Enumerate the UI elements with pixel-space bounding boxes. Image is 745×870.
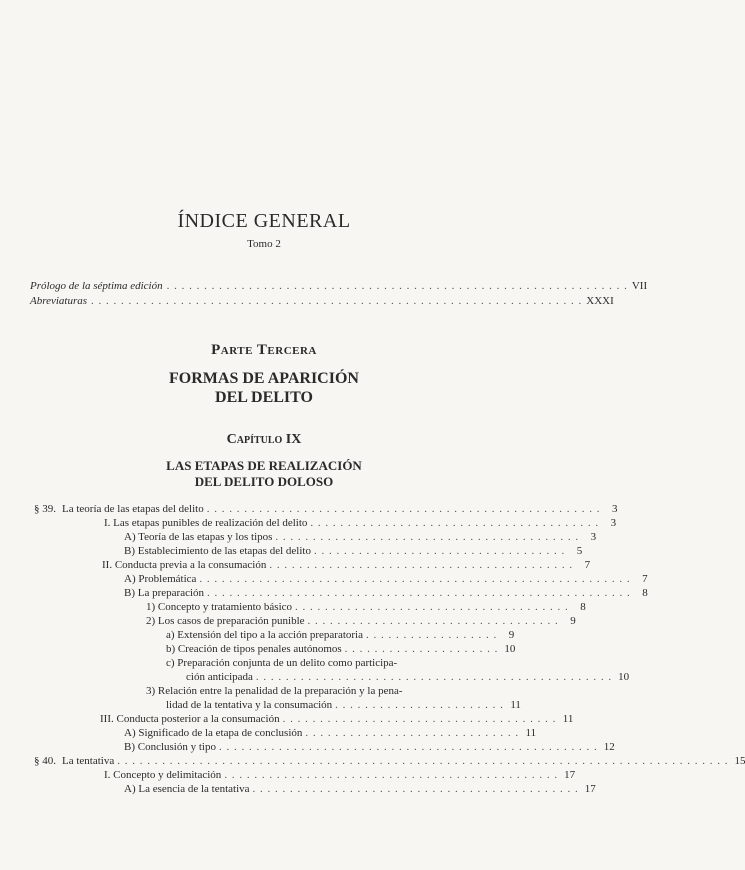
toc-entry-text: lidad de la tentativa y la consumación bbox=[166, 699, 333, 711]
toc-entry bbox=[104, 517, 617, 530]
leader-dots: . . . . . . . . . . . . . . . . . . bbox=[366, 629, 498, 641]
toc-entry-page: 11 bbox=[562, 713, 574, 725]
leader-dots: . . . . . . . . . . . . . . . . . . . . . . . . . . . . . . . . . . . . . . . . . bbox=[275, 531, 580, 543]
front-entry-abbreviations bbox=[30, 295, 614, 307]
leader-dots: . . . . . . . . . . . . . . . . . . . . . . . . . . . . . . . . . . bbox=[307, 615, 559, 627]
toc-entry bbox=[124, 531, 597, 544]
chapter-title: LAS ETAPAS DE REALIZACIÓN bbox=[166, 458, 362, 473]
toc-entry-page: 7 bbox=[584, 559, 591, 571]
toc-entry bbox=[124, 587, 648, 600]
toc-entry-section bbox=[34, 503, 618, 516]
leader-dots: . . . . . . . . . . . . . . . . . . . . . . . . . . . . . bbox=[305, 727, 520, 739]
part-title: FORMAS DE APARICIÓN bbox=[169, 370, 359, 387]
toc-entry-page: 17 bbox=[584, 783, 596, 795]
toc-entry-page: 3 bbox=[611, 503, 618, 515]
leader-dots: . . . . . . . . . . . . . . . . . . . . . bbox=[344, 643, 499, 655]
part-label: Parte Tercera bbox=[211, 342, 317, 358]
toc-entry-text: A) Significado de la etapa de conclusión bbox=[124, 727, 303, 739]
toc-entry-text: A) Teoría de las etapas y los tipos bbox=[124, 531, 273, 543]
toc-entry-page: 3 bbox=[610, 517, 617, 529]
leader-dots: . . . . . . . . . . . . . . . . . . . . . . . . . . . . . . . . . . bbox=[313, 545, 566, 557]
front-entry-prologue bbox=[30, 280, 648, 292]
toc-entry-text: b) Creación de tipos penales autónomos bbox=[166, 643, 342, 655]
leader-dots: . . . . . . . . . . . . . . . . . . . . . . . . . . . . . . . . . . . . . . . . . . . . . . . . bbox=[255, 671, 613, 683]
toc-entry-text: B) Conclusión y tipo bbox=[124, 741, 216, 753]
leader-dots: . . . . . . . . . . . . . . . . . . . . . . . . . . . . . . . . . . . . . . . . . . . . . . . . . . . bbox=[218, 741, 598, 753]
toc-entry bbox=[166, 643, 516, 656]
chapter-label: Capítulo IX bbox=[226, 432, 302, 447]
toc-entry bbox=[104, 769, 576, 782]
toc-entry bbox=[100, 713, 574, 726]
front-entry-page: XXXI bbox=[586, 295, 614, 307]
toc-entry-text: La teoría de las etapas del delito bbox=[62, 503, 204, 515]
leader-dots: . . . . . . . . . . . . . . . . . . . . . . . . . . . . . . . . . . . . . bbox=[282, 713, 557, 725]
toc-entry-page: 9 bbox=[508, 629, 515, 641]
toc-entry-text: 3) Relación entre la penalidad de la preparación y la pena- bbox=[146, 685, 403, 697]
leader-dots: . . . . . . . . . . . . . . . . . . . . . . . . . . . . . . . . . . . . . . . . . . . . bbox=[252, 783, 579, 795]
toc-entry-text: ción anticipada bbox=[186, 671, 253, 683]
toc-entry-text: III. Conducta posterior a la consumación bbox=[100, 713, 280, 725]
toc-entry-page: 11 bbox=[525, 727, 537, 739]
toc-entry bbox=[186, 671, 630, 684]
toc-entry bbox=[146, 601, 586, 614]
toc-entry-page: 15 bbox=[734, 755, 745, 767]
toc-entry-page: 8 bbox=[642, 587, 648, 599]
leader-dots: . . . . . . . . . . . . . . . . . . . . . . . bbox=[335, 699, 504, 711]
toc-entry bbox=[146, 615, 576, 628]
toc-entry-text: a) Extensión del tipo a la acción preparatoria bbox=[166, 629, 363, 641]
toc-entry-text: I. Las etapas punibles de realización del delito bbox=[104, 517, 308, 529]
toc-entry-text: La tentativa bbox=[62, 755, 115, 767]
leader-dots: . . . . . . . . . . . . . . . . . . . . . . . . . . . . . . . . . . . . . . . . . . . . . . . . . . . . . . . . . bbox=[207, 587, 631, 599]
toc-entry-text: B) Establecimiento de las etapas del delito bbox=[124, 545, 311, 557]
section-number: § 40. bbox=[34, 755, 56, 767]
leader-dots: . . . . . . . . . . . . . . . . . . . . . . . . . . . . . . . . . . . . . . . . . . . . . . . . . . . . . . . . . . . . . . . . . . . . . . . . . . . . . . . . . . bbox=[117, 755, 729, 767]
toc-entry bbox=[124, 783, 596, 796]
toc-entry-text: II. Conducta previa a la consumación bbox=[102, 559, 267, 571]
toc-entry-text: 1) Concepto y tratamiento básico bbox=[146, 601, 293, 613]
toc-entry bbox=[166, 629, 515, 642]
toc-entry-page: 10 bbox=[618, 671, 630, 683]
section-number: § 39. bbox=[34, 503, 56, 515]
leader-dots: . . . . . . . . . . . . . . . . . . . . . . . . . . . . . . . . . . . . . . . . . . . . . . . . . . . . . . . . . . . . . . bbox=[166, 280, 628, 292]
chapter-title-line2: DEL DELITO DOLOSO bbox=[194, 474, 334, 489]
toc-entry-text: 2) Los casos de preparación punible bbox=[146, 615, 305, 627]
toc-entry-page: 8 bbox=[580, 601, 586, 613]
toc-entry-page: 10 bbox=[504, 643, 516, 655]
toc-entry-text: A) La esencia de la tentativa bbox=[124, 783, 250, 795]
leader-dots: . . . . . . . . . . . . . . . . . . . . . . . . . . . . . . . . . . . . . . . . . bbox=[269, 559, 574, 571]
leader-dots: . . . . . . . . . . . . . . . . . . . . . . . . . . . . . . . . . . . . . . . . . . . . . . . . . . . . . bbox=[206, 503, 601, 515]
toc-entry bbox=[124, 573, 648, 586]
part-title-line2: DEL DELITO bbox=[215, 389, 313, 406]
toc-entry-page: 3 bbox=[590, 531, 597, 543]
leader-dots: . . . . . . . . . . . . . . . . . . . . . . . . . . . . . . . . . . . . . bbox=[295, 601, 569, 613]
front-entry-label: Abreviaturas bbox=[30, 295, 88, 307]
toc-entry-text: A) Problemática bbox=[124, 573, 197, 585]
front-entry-label: Prólogo de la séptima edición bbox=[30, 280, 163, 292]
toc-entry bbox=[124, 741, 615, 754]
leader-dots: . . . . . . . . . . . . . . . . . . . . . . . . . . . . . . . . . . . . . . . . . . . . . . . . . . . . . . . . . . . . . . . . . . bbox=[91, 295, 583, 307]
leader-dots: . . . . . . . . . . . . . . . . . . . . . . . . . . . . . . . . . . . . . . . . . . . . . . . . . . . . . . . . . . bbox=[199, 573, 631, 585]
toc-entry-section bbox=[34, 755, 745, 768]
toc-entry-page: 11 bbox=[510, 699, 521, 711]
toc-entry-page: 17 bbox=[564, 769, 576, 781]
leader-dots: . . . . . . . . . . . . . . . . . . . . . . . . . . . . . . . . . . . . . . . . . . . . . bbox=[224, 769, 559, 781]
toc-entry bbox=[124, 727, 537, 740]
index-title: ÍNDICE GENERAL bbox=[177, 210, 351, 232]
leader-dots: . . . . . . . . . . . . . . . . . . . . . . . . . . . . . . . . . . . . . . . bbox=[310, 517, 600, 529]
volume-label: Tomo 2 bbox=[247, 238, 281, 250]
toc-entry-page: 9 bbox=[570, 615, 576, 627]
toc-entry-text: I. Concepto y delimitación bbox=[104, 769, 222, 781]
toc-entry-page: 12 bbox=[603, 741, 615, 753]
toc-entry bbox=[102, 559, 591, 572]
front-entry-page: VII bbox=[631, 280, 648, 292]
toc-entry bbox=[124, 545, 583, 558]
toc-entry bbox=[166, 699, 521, 712]
toc-entry-text: c) Preparación conjunta de un delito como participa- bbox=[166, 657, 398, 669]
toc-entry-page: 5 bbox=[576, 545, 583, 557]
toc-entry-text: B) La preparación bbox=[124, 587, 205, 599]
toc-entry-page: 7 bbox=[642, 573, 648, 585]
